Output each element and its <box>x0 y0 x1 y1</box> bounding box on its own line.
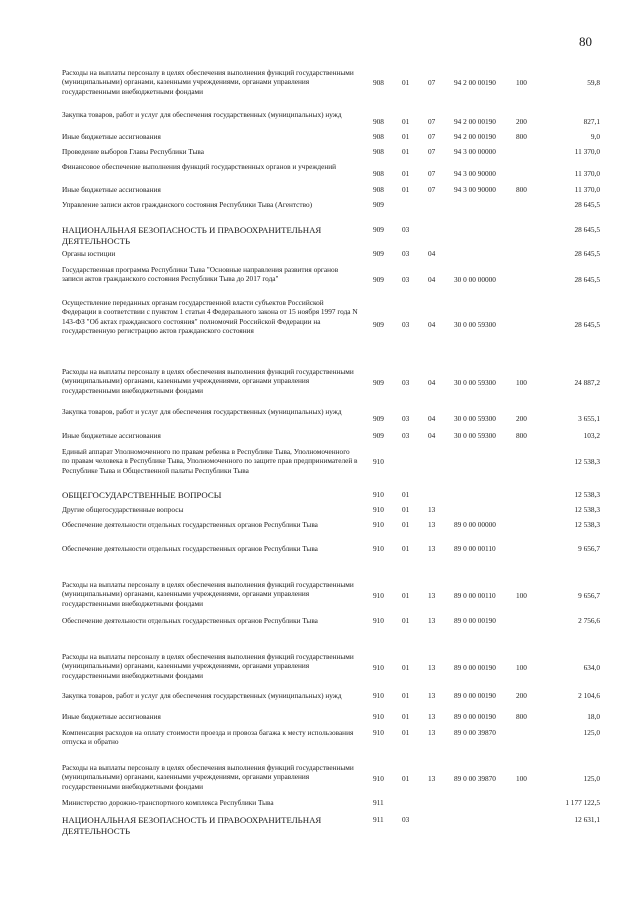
row-ved: 910 <box>373 457 384 466</box>
row-csr: 30 0 00 59300 <box>454 414 496 423</box>
row-ved: 910 <box>373 591 384 600</box>
row-sum: 28 645,5 <box>574 225 600 234</box>
row-csr: 94 2 00 00190 <box>454 117 496 126</box>
row-csr: 30 0 00 59300 <box>454 320 496 329</box>
row-pr: 13 <box>428 520 436 529</box>
row-sum: 634,0 <box>583 663 600 672</box>
row-csr: 89 0 00 39870 <box>454 774 496 783</box>
row-name: НАЦИОНАЛЬНАЯ БЕЗОПАСНОСТЬ И ПРАВООХРАНИТЕЛЬНАЯ ДЕЯТЕЛЬНОСТЬ <box>62 225 322 246</box>
row-sum: 827,1 <box>583 117 600 126</box>
row-sum: 11 370,0 <box>574 147 600 156</box>
row-csr: 89 0 00 39870 <box>454 728 496 737</box>
row-ved: 909 <box>373 320 384 329</box>
row-sum: 11 370,0 <box>574 169 600 178</box>
row-name: Расходы на выплаты персоналу в целях обеспечения выполнения функций государственными (муниципальными) органами, казенными учреждениями, органами управления государственными внебюджетными фондами <box>62 580 354 608</box>
row-pr: 04 <box>428 249 436 258</box>
row-rz: 03 <box>402 249 410 258</box>
row-pr: 07 <box>428 147 436 156</box>
row-ved: 910 <box>373 544 384 553</box>
row-rz: 01 <box>402 490 410 499</box>
row-ved: 909 <box>373 275 384 284</box>
row-rz: 03 <box>402 320 410 329</box>
row-csr: 89 0 00 00190 <box>454 691 496 700</box>
row-vr: 100 <box>516 78 527 87</box>
row-csr: 94 3 00 90000 <box>454 185 496 194</box>
row-name: Обеспечение деятельности отдельных государственных органов Республики Тыва <box>62 544 318 553</box>
row-rz: 01 <box>402 520 410 529</box>
row-name: Расходы на выплаты персоналу в целях обеспечения выполнения функций государственными (муниципальными) органами, казенными учреждениями, органами управления государственными внебюджетными фондами <box>62 652 354 680</box>
row-ved: 908 <box>373 132 384 141</box>
row-ved: 910 <box>373 712 384 721</box>
row-ved: 908 <box>373 147 384 156</box>
row-csr: 94 3 00 90000 <box>454 169 496 178</box>
row-ved: 909 <box>373 249 384 258</box>
row-name: Расходы на выплаты персоналу в целях обеспечения выполнения функций государственными (муниципальными) органами, казенными учреждениями, органами управления государственными внебюджетными фондами <box>62 763 354 791</box>
row-name: Министерство дорожно-транспортного комплекса Республики Тыва <box>62 798 274 807</box>
row-sum: 28 645,5 <box>574 320 600 329</box>
row-name: Расходы на выплаты персоналу в целях обеспечения выполнения функций государственными (муниципальными) органами, казенными учреждениями, органами управления государственными внебюджетными фондами <box>62 367 354 395</box>
row-vr: 800 <box>516 431 527 440</box>
row-pr: 13 <box>428 663 436 672</box>
row-rz: 01 <box>402 728 410 737</box>
row-name: Органы юстиции <box>62 249 116 258</box>
row-name: Государственная программа Республики Тыва "Основные направления развития органов записи актов гражданского состояния Республики Тыва до 2017 года" <box>62 265 339 284</box>
row-sum: 12 538,3 <box>574 505 600 514</box>
row-sum: 9,0 <box>590 132 600 141</box>
row-csr: 89 0 00 00190 <box>454 663 496 672</box>
row-rz: 03 <box>402 378 410 387</box>
row-sum: 9 656,7 <box>578 544 600 553</box>
row-pr: 07 <box>428 169 436 178</box>
row-rz: 01 <box>402 712 410 721</box>
row-rz: 01 <box>402 505 410 514</box>
row-sum: 1 177 122,5 <box>565 798 600 807</box>
page-number: 80 <box>579 34 592 49</box>
row-ved: 910 <box>373 520 384 529</box>
row-pr: 04 <box>428 275 436 284</box>
row-name: Закупка товаров, работ и услуг для обеспечения государственных (муниципальных) нужд <box>62 110 342 119</box>
row-ved: 909 <box>373 431 384 440</box>
row-name: Единый аппарат Уполномоченного по правам ребенка в Республике Тыва, Уполномоченного по правам человека в Республике Тыва, Уполномоченного по защите прав предпринимателей в Республике Тыва и Общественной палаты Республики Тыва <box>62 447 358 475</box>
row-ved: 910 <box>373 616 384 625</box>
row-sum: 59,8 <box>587 78 600 87</box>
row-csr: 30 0 00 59300 <box>454 378 496 387</box>
row-ved: 910 <box>373 774 384 783</box>
row-sum: 103,2 <box>583 431 600 440</box>
row-sum: 12 631,1 <box>574 815 600 824</box>
row-vr: 800 <box>516 185 527 194</box>
row-rz: 01 <box>402 117 410 126</box>
row-name: Иные бюджетные ассигнования <box>62 185 161 194</box>
row-vr: 100 <box>516 378 527 387</box>
row-csr: 89 0 00 00110 <box>454 544 496 553</box>
row-csr: 89 0 00 00190 <box>454 616 496 625</box>
row-name: Обеспечение деятельности отдельных государственных органов Республики Тыва <box>62 520 318 529</box>
row-name: Закупка товаров, работ и услуг для обеспечения государственных (муниципальных) нужд <box>62 407 342 416</box>
row-pr: 07 <box>428 78 436 87</box>
row-name: Расходы на выплаты персоналу в целях обеспечения выполнения функций государственными (муниципальными) органами, казенными учреждениями, органами управления государственными внебюджетными фондами <box>62 68 354 96</box>
row-ved: 910 <box>373 663 384 672</box>
row-pr: 04 <box>428 320 436 329</box>
row-pr: 07 <box>428 117 436 126</box>
row-ved: 910 <box>373 691 384 700</box>
row-name: Компенсация расходов на оплату стоимости проезда и провоза багажа к месту использования отпуска и обратно <box>62 728 354 747</box>
row-csr: 89 0 00 00110 <box>454 591 496 600</box>
row-name: Закупка товаров, работ и услуг для обеспечения государственных (муниципальных) нужд <box>62 691 342 700</box>
row-ved: 908 <box>373 117 384 126</box>
row-name: Финансовое обеспечение выполнения функций государственных органов и учреждений <box>62 162 337 171</box>
row-sum: 9 656,7 <box>578 591 600 600</box>
row-name: Иные бюджетные ассигнования <box>62 431 161 440</box>
row-vr: 200 <box>516 414 527 423</box>
row-vr: 100 <box>516 774 527 783</box>
row-sum: 125,0 <box>583 774 600 783</box>
row-name: Иные бюджетные ассигнования <box>62 712 161 721</box>
row-rz: 01 <box>402 616 410 625</box>
row-ved: 911 <box>373 815 384 824</box>
row-ved: 908 <box>373 78 384 87</box>
row-rz: 01 <box>402 169 410 178</box>
row-rz: 03 <box>402 225 410 234</box>
row-name: Иные бюджетные ассигнования <box>62 132 161 141</box>
row-rz: 01 <box>402 663 410 672</box>
row-pr: 04 <box>428 414 436 423</box>
row-name: Другие общегосударственные вопросы <box>62 505 184 514</box>
row-csr: 89 0 00 00190 <box>454 712 496 721</box>
row-sum: 28 645,5 <box>574 200 600 209</box>
row-pr: 13 <box>428 691 436 700</box>
row-vr: 100 <box>516 663 527 672</box>
row-pr: 04 <box>428 431 436 440</box>
row-ved: 911 <box>373 798 384 807</box>
row-sum: 2 756,6 <box>578 616 600 625</box>
row-pr: 13 <box>428 712 436 721</box>
row-pr: 07 <box>428 185 436 194</box>
row-rz: 01 <box>402 132 410 141</box>
row-name: Проведение выборов Главы Республики Тыва <box>62 147 204 156</box>
row-rz: 01 <box>402 774 410 783</box>
row-ved: 908 <box>373 169 384 178</box>
row-ved: 909 <box>373 414 384 423</box>
row-pr: 13 <box>428 728 436 737</box>
row-sum: 28 645,5 <box>574 275 600 284</box>
row-sum: 12 538,3 <box>574 520 600 529</box>
row-rz: 03 <box>402 815 410 824</box>
row-ved: 909 <box>373 378 384 387</box>
row-rz: 01 <box>402 185 410 194</box>
row-pr: 13 <box>428 544 436 553</box>
row-csr: 94 2 00 00190 <box>454 78 496 87</box>
row-rz: 01 <box>402 544 410 553</box>
row-rz: 03 <box>402 414 410 423</box>
row-ved: 910 <box>373 505 384 514</box>
row-sum: 18,0 <box>587 712 600 721</box>
row-name: Осуществление переданных органам государственной власти субъектов Российской Федерации в соответствии с пунктом 1 статьи 4 Федерального закона от 15 ноября 1997 года N 143-ФЗ "Об актах гражданского состояния" полномочий Российской Федерации на государственную регистрацию актов гражданского состояния <box>62 298 358 336</box>
row-ved: 910 <box>373 490 384 499</box>
row-csr: 30 0 00 59300 <box>454 431 496 440</box>
row-vr: 200 <box>516 117 527 126</box>
row-rz: 01 <box>402 147 410 156</box>
row-name: Управление записи актов гражданского состояния Республики Тыва (Агентство) <box>62 200 313 209</box>
row-rz: 01 <box>402 691 410 700</box>
row-pr: 04 <box>428 378 436 387</box>
row-pr: 13 <box>428 505 436 514</box>
row-pr: 07 <box>428 132 436 141</box>
row-vr: 800 <box>516 712 527 721</box>
row-vr: 100 <box>516 591 527 600</box>
row-name: НАЦИОНАЛЬНАЯ БЕЗОПАСНОСТЬ И ПРАВООХРАНИТЕЛЬНАЯ ДЕЯТЕЛЬНОСТЬ <box>62 815 322 836</box>
row-sum: 24 887,2 <box>574 378 600 387</box>
row-csr: 30 0 00 00000 <box>454 275 496 284</box>
row-ved: 909 <box>373 200 384 209</box>
row-sum: 3 655,1 <box>578 414 600 423</box>
row-pr: 13 <box>428 774 436 783</box>
row-rz: 03 <box>402 275 410 284</box>
row-sum: 2 104,6 <box>578 691 600 700</box>
row-rz: 01 <box>402 78 410 87</box>
row-ved: 910 <box>373 728 384 737</box>
row-sum: 11 370,0 <box>574 185 600 194</box>
row-ved: 908 <box>373 185 384 194</box>
row-sum: 12 538,3 <box>574 490 600 499</box>
row-pr: 13 <box>428 616 436 625</box>
row-rz: 01 <box>402 591 410 600</box>
row-vr: 800 <box>516 132 527 141</box>
row-csr: 89 0 00 00000 <box>454 520 496 529</box>
row-pr: 13 <box>428 591 436 600</box>
row-name: Обеспечение деятельности отдельных государственных органов Республики Тыва <box>62 616 318 625</box>
row-sum: 125,0 <box>583 728 600 737</box>
row-name: ОБЩЕГОСУДАРСТВЕННЫЕ ВОПРОСЫ <box>62 490 222 500</box>
row-csr: 94 3 00 00000 <box>454 147 496 156</box>
row-rz: 03 <box>402 431 410 440</box>
row-ved: 909 <box>373 225 384 234</box>
row-sum: 28 645,5 <box>574 249 600 258</box>
row-csr: 94 2 00 00190 <box>454 132 496 141</box>
row-sum: 12 538,3 <box>574 457 600 466</box>
row-vr: 200 <box>516 691 527 700</box>
